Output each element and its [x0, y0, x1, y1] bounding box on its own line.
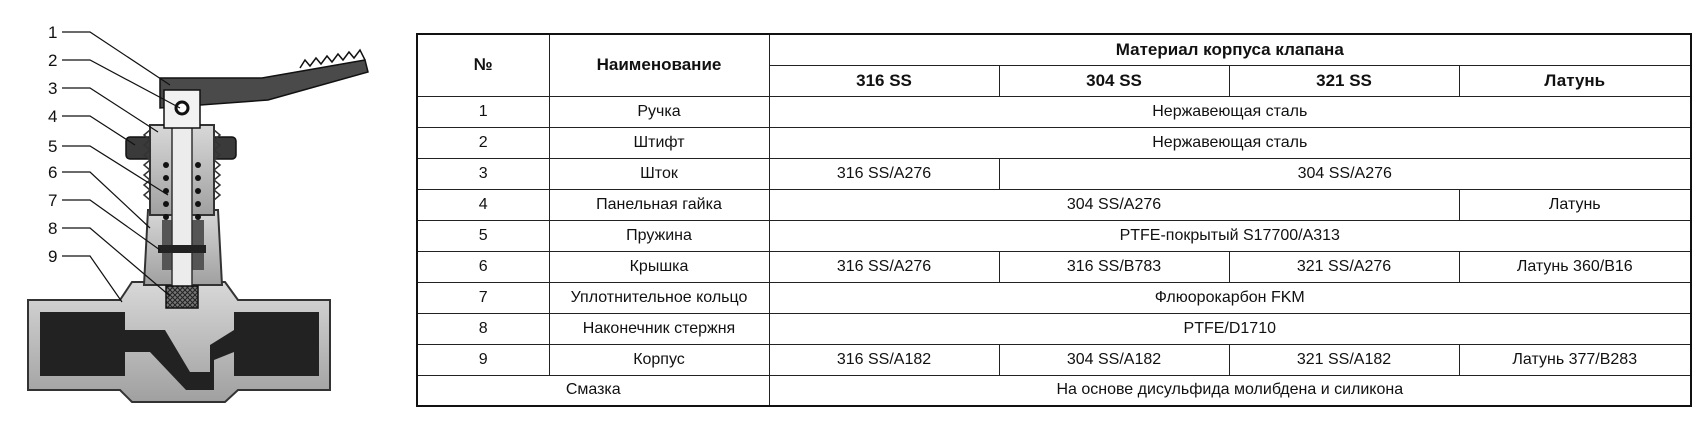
- row-name: Пружина: [549, 220, 769, 251]
- callout-9: 9: [48, 247, 58, 266]
- pin: [176, 102, 188, 114]
- stem-tip: [166, 286, 198, 308]
- handle: [160, 50, 368, 128]
- header-number: №: [417, 34, 549, 96]
- material-cell: 316 SS/A182: [769, 344, 999, 375]
- row-name: Панельная гайка: [549, 189, 769, 220]
- material-cell: 316 SS/B783: [999, 251, 1229, 282]
- callout-8: 8: [48, 219, 58, 238]
- row-number: 3: [417, 158, 549, 189]
- valve-cross-section-diagram: [0, 0, 400, 426]
- row-number: 4: [417, 189, 549, 220]
- header-material-316ss: 316 SS: [769, 65, 999, 96]
- material-cell: Латунь 377/B283: [1459, 344, 1691, 375]
- callout-1: 1: [48, 23, 58, 42]
- table-row: [417, 127, 1691, 158]
- row-name: Ручка: [549, 96, 769, 127]
- callout-3: 3: [48, 79, 58, 98]
- row-number: 2: [417, 127, 549, 158]
- table-row: [417, 313, 1691, 344]
- material-cell: 321 SS/A276: [1229, 251, 1459, 282]
- row-number: 8: [417, 313, 549, 344]
- row-number: 6: [417, 251, 549, 282]
- table-row: [417, 189, 1691, 220]
- material-cell: Нержавеющая сталь: [769, 127, 1691, 158]
- material-cell: Латунь: [1459, 189, 1691, 220]
- material-cell: PTFE-покрытый S17700/A313: [769, 220, 1691, 251]
- table-row: [417, 96, 1691, 127]
- material-cell: 316 SS/A276: [769, 158, 999, 189]
- row-number: 9: [417, 344, 549, 375]
- table-row: [417, 282, 1691, 313]
- row-name: Крышка: [549, 251, 769, 282]
- material-cell: PTFE/D1710: [769, 313, 1691, 344]
- row-number: 1: [417, 96, 549, 127]
- callout-7: 7: [48, 191, 58, 210]
- table-body: [417, 96, 1691, 375]
- row-name: Уплотнительное кольцо: [549, 282, 769, 313]
- material-cell: Латунь 360/B16: [1459, 251, 1691, 282]
- footer-name: Смазка: [417, 375, 769, 406]
- row-name: Наконечник стержня: [549, 313, 769, 344]
- material-cell: Флюорокарбон FKM: [769, 282, 1691, 313]
- table-row: [417, 251, 1691, 282]
- header-name: Наименование: [549, 34, 769, 96]
- table-row: [417, 220, 1691, 251]
- callout-4: 4: [48, 107, 58, 126]
- material-cell: 304 SS/A182: [999, 344, 1229, 375]
- material-cell: 316 SS/A276: [769, 251, 999, 282]
- material-cell: 304 SS/A276: [769, 189, 1459, 220]
- footer-value: На основе дисульфида молибдена и силикона: [769, 375, 1691, 406]
- o-ring: [158, 245, 206, 253]
- row-number: 7: [417, 282, 549, 313]
- material-cell: 304 SS/A276: [999, 158, 1691, 189]
- row-name: Шток: [549, 158, 769, 189]
- header-material-304ss: 304 SS: [999, 65, 1229, 96]
- header-material-group: Материал корпуса клапана: [769, 34, 1691, 65]
- material-cell: 321 SS/A182: [1229, 344, 1459, 375]
- table-row: [417, 344, 1691, 375]
- header-material-321ss: 321 SS: [1229, 65, 1459, 96]
- header-material-brass: Латунь: [1459, 65, 1691, 96]
- callout-5: 5: [48, 137, 58, 156]
- materials-table: [416, 33, 1692, 407]
- row-name: Штифт: [549, 127, 769, 158]
- row-name: Корпус: [549, 344, 769, 375]
- callout-2: 2: [48, 51, 58, 70]
- callout-6: 6: [48, 163, 58, 182]
- row-number: 5: [417, 220, 549, 251]
- material-cell: Нержавеющая сталь: [769, 96, 1691, 127]
- table-row: [417, 158, 1691, 189]
